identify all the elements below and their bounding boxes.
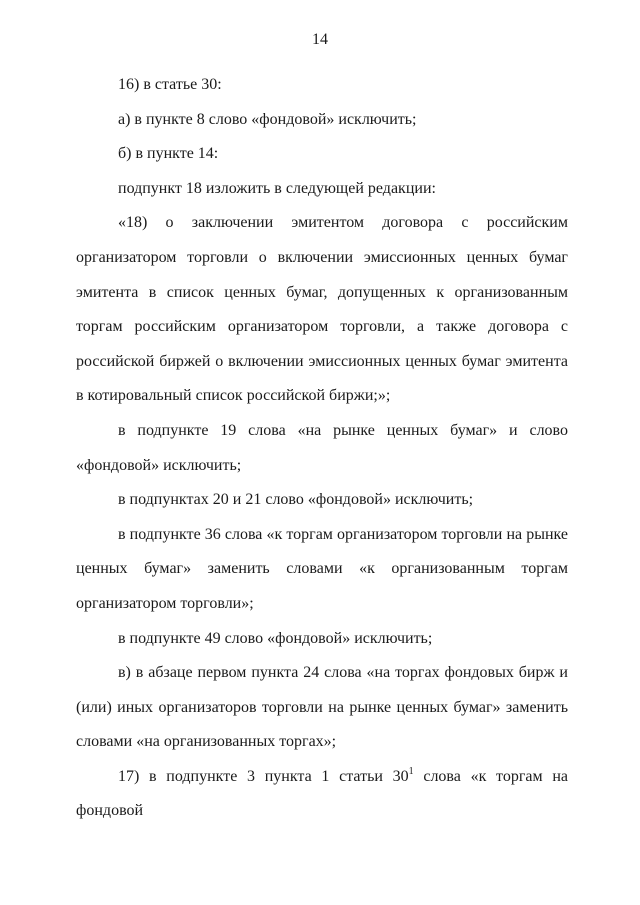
paragraph-16-v: в) в абзаце первом пункта 24 слова «на торгах фондовых бирж и (или) иных организаторов торговли на рынке ценных бумаг» заменить словами «на организованных торгах»;: [76, 664, 568, 751]
paragraph-subpoint-18-intro: подпункт 18 изложить в следующей редакции:: [118, 179, 436, 197]
paragraph-17-text-before: 17) в подпункте 3 пункта 1 статьи 30: [118, 767, 409, 785]
paragraph-16-a: а) в пункте 8 слово «фондовой» исключить;: [118, 110, 417, 128]
page-number: 14: [312, 31, 328, 48]
paragraph-16-b: б) в пункте 14:: [118, 145, 219, 163]
paragraph-16: 16) в статье 30:: [118, 76, 222, 93]
paragraph-subpoints-20-21: в подпунктах 20 и 21 слово «фондовой» исключить;: [118, 491, 474, 509]
paragraph-17: [76, 760, 568, 829]
paragraph-subpoint-36: в подпункте 36 слова «к торгам организатором торговли на рынке ценных бумаг» заменить словами «к организованным торгам организатором торговли»;: [76, 525, 568, 612]
paragraph-17-superscript: 1: [408, 765, 414, 777]
paragraph-subpoint-19: в подпункте 19 слова «на рынке ценных бумаг» и слово «фондовой» исключить;: [76, 421, 568, 474]
paragraph-subpoint-49: в подпункте 49 слово «фондовой» исключить;: [118, 629, 433, 647]
paragraph-subpoint-18-text: «18) о заключении эмитентом договора с российским организатором торговли о включении эмиссионных ценных бумаг эмитента в список ценных бумаг, допущенных к организованным торгам российским организатором торговли, а также договора с российской биржей о включении эмиссионных ценных бумаг эмитента в котировальный список российской биржи;»;: [76, 214, 568, 405]
document-body: [76, 68, 568, 829]
paragraph-17-text-after: слова «к торгам на фондовой: [76, 767, 568, 820]
